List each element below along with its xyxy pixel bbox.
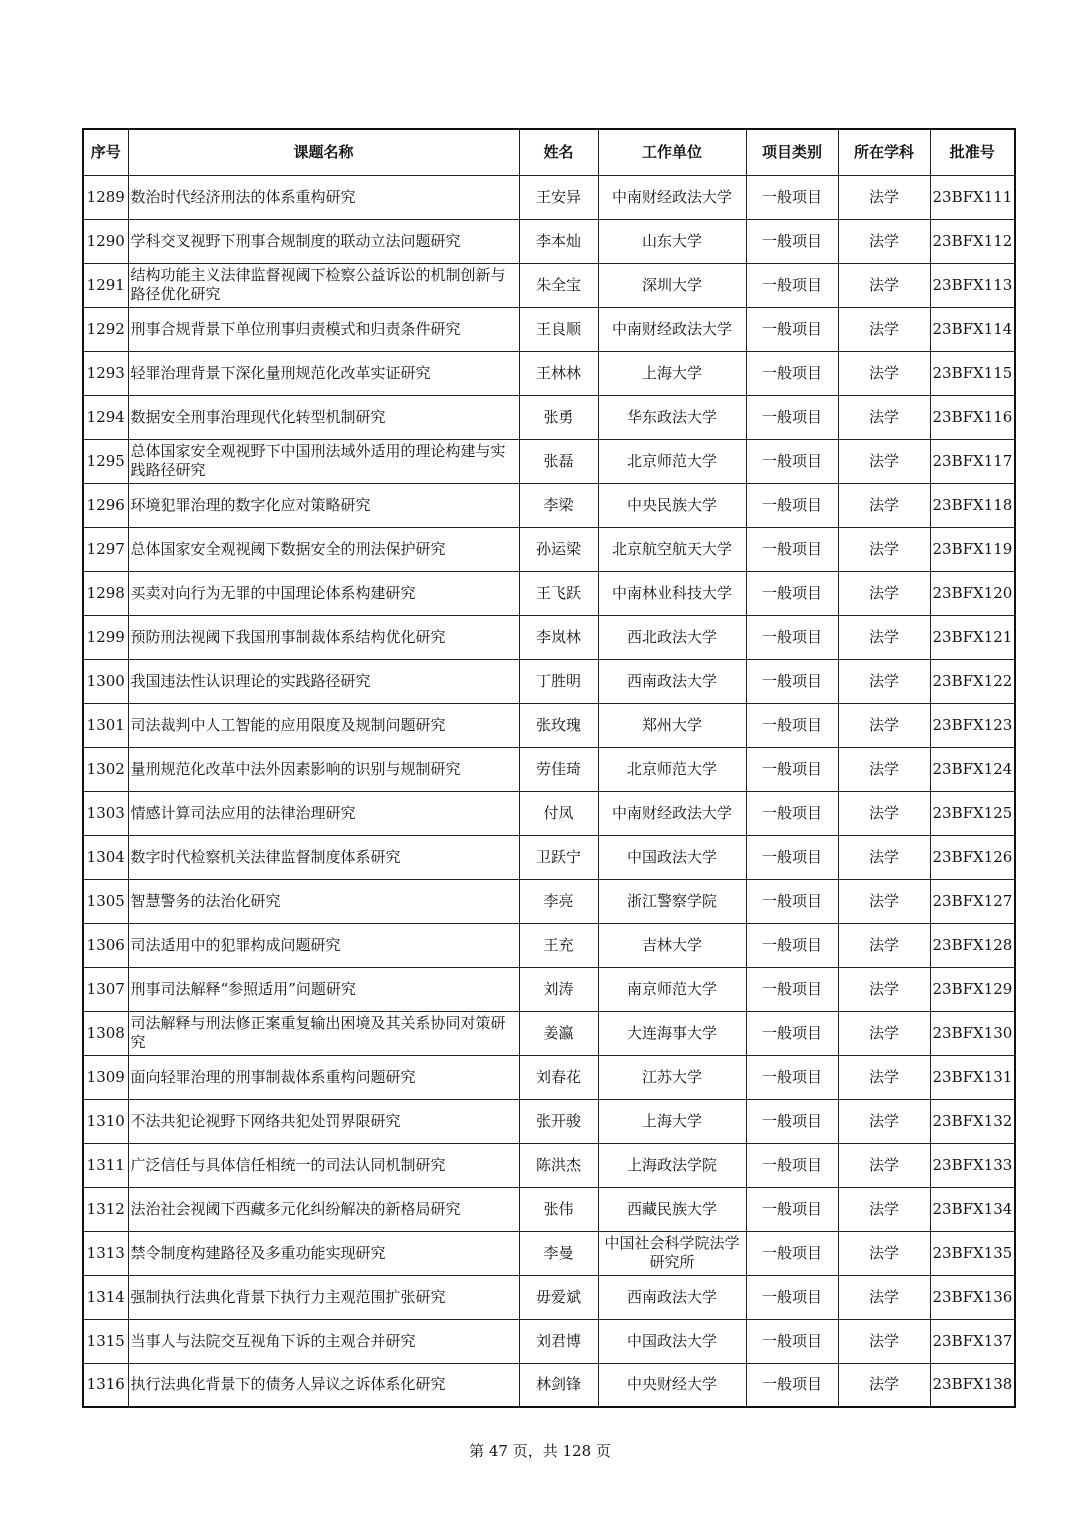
table-row: [83, 747, 1015, 791]
category-cell: 一般项目: [746, 1187, 838, 1231]
subject-cell: 法学: [838, 527, 930, 571]
category-cell: 一般项目: [746, 923, 838, 967]
serial-cell: 1290: [83, 219, 128, 263]
approval-cell: 23BFX123: [930, 703, 1015, 747]
approval-cell: 23BFX115: [930, 351, 1015, 395]
category-cell: 一般项目: [746, 263, 838, 307]
header-title: 课题名称: [128, 129, 519, 175]
name-cell: 姜瀛: [519, 1011, 598, 1055]
table-row: [83, 263, 1015, 307]
approval-cell: 23BFX130: [930, 1011, 1015, 1055]
name-cell: 丁胜明: [519, 659, 598, 703]
name-cell: 张磊: [519, 439, 598, 483]
table-row: [83, 791, 1015, 835]
header-approval: 批准号: [930, 129, 1015, 175]
name-cell: 张玫瑰: [519, 703, 598, 747]
name-cell: 卫跃宁: [519, 835, 598, 879]
header-unit: 工作单位: [598, 129, 746, 175]
table-row: [83, 351, 1015, 395]
serial-cell: 1301: [83, 703, 128, 747]
unit-cell: 郑州大学: [598, 703, 746, 747]
serial-cell: 1306: [83, 923, 128, 967]
header-category: 项目类别: [746, 129, 838, 175]
serial-cell: 1303: [83, 791, 128, 835]
category-cell: 一般项目: [746, 395, 838, 439]
category-cell: 一般项目: [746, 439, 838, 483]
title-cell: 广泛信任与具体信任相统一的司法认同机制研究: [128, 1143, 519, 1187]
subject-cell: 法学: [838, 1319, 930, 1363]
title-cell: 司法适用中的犯罪构成问题研究: [128, 923, 519, 967]
approval-cell: 23BFX120: [930, 571, 1015, 615]
title-cell: 不法共犯论视野下网络共犯处罚界限研究: [128, 1099, 519, 1143]
approval-cell: 23BFX113: [930, 263, 1015, 307]
category-cell: 一般项目: [746, 967, 838, 1011]
table-row: [83, 835, 1015, 879]
category-cell: 一般项目: [746, 571, 838, 615]
table-row: [83, 527, 1015, 571]
title-cell: 环境犯罪治理的数字化应对策略研究: [128, 483, 519, 527]
serial-cell: 1293: [83, 351, 128, 395]
subject-cell: 法学: [838, 879, 930, 923]
serial-cell: 1307: [83, 967, 128, 1011]
serial-cell: 1315: [83, 1319, 128, 1363]
category-cell: 一般项目: [746, 1275, 838, 1319]
project-table: [82, 128, 1016, 1408]
approval-cell: 23BFX128: [930, 923, 1015, 967]
category-cell: 一般项目: [746, 483, 838, 527]
name-cell: 刘君博: [519, 1319, 598, 1363]
serial-cell: 1291: [83, 263, 128, 307]
name-cell: 李本灿: [519, 219, 598, 263]
name-cell: 毋爱斌: [519, 1275, 598, 1319]
subject-cell: 法学: [838, 439, 930, 483]
title-cell: 我国违法性认识理论的实践路径研究: [128, 659, 519, 703]
category-cell: 一般项目: [746, 219, 838, 263]
approval-cell: 23BFX133: [930, 1143, 1015, 1187]
subject-cell: 法学: [838, 1099, 930, 1143]
table-row: [83, 395, 1015, 439]
approval-cell: 23BFX136: [930, 1275, 1015, 1319]
name-cell: 陈洪杰: [519, 1143, 598, 1187]
subject-cell: 法学: [838, 747, 930, 791]
approval-cell: 23BFX137: [930, 1319, 1015, 1363]
subject-cell: 法学: [838, 1143, 930, 1187]
table-body: [83, 175, 1015, 1407]
approval-cell: 23BFX111: [930, 175, 1015, 219]
approval-cell: 23BFX124: [930, 747, 1015, 791]
category-cell: 一般项目: [746, 1363, 838, 1407]
unit-cell: 中南财经政法大学: [598, 307, 746, 351]
name-cell: 张伟: [519, 1187, 598, 1231]
name-cell: 王良顺: [519, 307, 598, 351]
title-cell: 量刑规范化改革中法外因素影响的识别与规制研究: [128, 747, 519, 791]
title-cell: 情感计算司法应用的法律治理研究: [128, 791, 519, 835]
name-cell: 王充: [519, 923, 598, 967]
category-cell: 一般项目: [746, 835, 838, 879]
serial-cell: 1296: [83, 483, 128, 527]
title-cell: 刑事合规背景下单位刑事归责模式和归责条件研究: [128, 307, 519, 351]
category-cell: 一般项目: [746, 1143, 838, 1187]
unit-cell: 山东大学: [598, 219, 746, 263]
table-row: [83, 571, 1015, 615]
approval-cell: 23BFX125: [930, 791, 1015, 835]
table-row: [83, 1363, 1015, 1407]
serial-cell: 1305: [83, 879, 128, 923]
unit-cell: 西北政法大学: [598, 615, 746, 659]
serial-cell: 1313: [83, 1231, 128, 1275]
subject-cell: 法学: [838, 1363, 930, 1407]
unit-cell: 中国政法大学: [598, 1319, 746, 1363]
category-cell: 一般项目: [746, 747, 838, 791]
table-row: [83, 439, 1015, 483]
table-row: [83, 1143, 1015, 1187]
serial-cell: 1308: [83, 1011, 128, 1055]
subject-cell: 法学: [838, 1187, 930, 1231]
serial-cell: 1297: [83, 527, 128, 571]
approval-cell: 23BFX132: [930, 1099, 1015, 1143]
name-cell: 付凤: [519, 791, 598, 835]
title-cell: 面向轻罪治理的刑事制裁体系重构问题研究: [128, 1055, 519, 1099]
unit-cell: 中国社会科学院法学研究所: [598, 1231, 746, 1275]
name-cell: 朱全宝: [519, 263, 598, 307]
name-cell: 劳佳琦: [519, 747, 598, 791]
table-row: [83, 879, 1015, 923]
header-serial: 序号: [83, 129, 128, 175]
unit-cell: 上海政法学院: [598, 1143, 746, 1187]
unit-cell: 中南林业科技大学: [598, 571, 746, 615]
title-cell: 数字时代检察机关法律监督制度体系研究: [128, 835, 519, 879]
title-cell: 数据安全刑事治理现代化转型机制研究: [128, 395, 519, 439]
title-cell: 法治社会视阈下西藏多元化纠纷解决的新格局研究: [128, 1187, 519, 1231]
title-cell: 买卖对向行为无罪的中国理论体系构建研究: [128, 571, 519, 615]
subject-cell: 法学: [838, 263, 930, 307]
approval-cell: 23BFX135: [930, 1231, 1015, 1275]
unit-cell: 北京师范大学: [598, 747, 746, 791]
category-cell: 一般项目: [746, 1099, 838, 1143]
title-cell: 数治时代经济刑法的体系重构研究: [128, 175, 519, 219]
title-cell: 执行法典化背景下的债务人异议之诉体系化研究: [128, 1363, 519, 1407]
category-cell: 一般项目: [746, 1011, 838, 1055]
table-row: [83, 1055, 1015, 1099]
unit-cell: 西藏民族大学: [598, 1187, 746, 1231]
title-cell: 当事人与法院交互视角下诉的主观合并研究: [128, 1319, 519, 1363]
title-cell: 轻罪治理背景下深化量刑规范化改革实证研究: [128, 351, 519, 395]
approval-cell: 23BFX138: [930, 1363, 1015, 1407]
unit-cell: 江苏大学: [598, 1055, 746, 1099]
title-cell: 禁令制度构建路径及多重功能实现研究: [128, 1231, 519, 1275]
table-header-row: [83, 129, 1015, 175]
serial-cell: 1312: [83, 1187, 128, 1231]
title-cell: 预防刑法视阈下我国刑事制裁体系结构优化研究: [128, 615, 519, 659]
name-cell: 刘春花: [519, 1055, 598, 1099]
category-cell: 一般项目: [746, 703, 838, 747]
subject-cell: 法学: [838, 219, 930, 263]
name-cell: 李曼: [519, 1231, 598, 1275]
subject-cell: 法学: [838, 835, 930, 879]
approval-cell: 23BFX129: [930, 967, 1015, 1011]
serial-cell: 1309: [83, 1055, 128, 1099]
name-cell: 李亮: [519, 879, 598, 923]
table-row: [83, 219, 1015, 263]
table-row: [83, 175, 1015, 219]
subject-cell: 法学: [838, 1275, 930, 1319]
serial-cell: 1298: [83, 571, 128, 615]
subject-cell: 法学: [838, 1231, 930, 1275]
name-cell: 张开骏: [519, 1099, 598, 1143]
unit-cell: 上海大学: [598, 1099, 746, 1143]
unit-cell: 中央财经大学: [598, 1363, 746, 1407]
unit-cell: 大连海事大学: [598, 1011, 746, 1055]
page-number: 第 47 页，共 128 页: [469, 1442, 611, 1460]
table-row: [83, 615, 1015, 659]
serial-cell: 1310: [83, 1099, 128, 1143]
name-cell: 王飞跃: [519, 571, 598, 615]
approval-cell: 23BFX126: [930, 835, 1015, 879]
approval-cell: 23BFX127: [930, 879, 1015, 923]
subject-cell: 法学: [838, 1055, 930, 1099]
approval-cell: 23BFX118: [930, 483, 1015, 527]
category-cell: 一般项目: [746, 175, 838, 219]
unit-cell: 华东政法大学: [598, 395, 746, 439]
serial-cell: 1294: [83, 395, 128, 439]
table-row: [83, 923, 1015, 967]
subject-cell: 法学: [838, 967, 930, 1011]
unit-cell: 西南政法大学: [598, 659, 746, 703]
name-cell: 刘涛: [519, 967, 598, 1011]
category-cell: 一般项目: [746, 791, 838, 835]
table-row: [83, 1231, 1015, 1275]
title-cell: 刑事司法解释“参照适用”问题研究: [128, 967, 519, 1011]
unit-cell: 吉林大学: [598, 923, 746, 967]
subject-cell: 法学: [838, 703, 930, 747]
category-cell: 一般项目: [746, 1319, 838, 1363]
approval-cell: 23BFX112: [930, 219, 1015, 263]
name-cell: 林剑锋: [519, 1363, 598, 1407]
approval-cell: 23BFX117: [930, 439, 1015, 483]
subject-cell: 法学: [838, 923, 930, 967]
unit-cell: 西南政法大学: [598, 1275, 746, 1319]
title-cell: 强制执行法典化背景下执行力主观范围扩张研究: [128, 1275, 519, 1319]
subject-cell: 法学: [838, 351, 930, 395]
unit-cell: 上海大学: [598, 351, 746, 395]
unit-cell: 中央民族大学: [598, 483, 746, 527]
category-cell: 一般项目: [746, 1231, 838, 1275]
subject-cell: 法学: [838, 615, 930, 659]
table-row: [83, 703, 1015, 747]
serial-cell: 1314: [83, 1275, 128, 1319]
approval-cell: 23BFX119: [930, 527, 1015, 571]
table-row: [83, 1011, 1015, 1055]
name-cell: 王林林: [519, 351, 598, 395]
subject-cell: 法学: [838, 483, 930, 527]
serial-cell: 1302: [83, 747, 128, 791]
serial-cell: 1289: [83, 175, 128, 219]
title-cell: 司法解释与刑法修正案重复输出困境及其关系协同对策研究: [128, 1011, 519, 1055]
category-cell: 一般项目: [746, 879, 838, 923]
category-cell: 一般项目: [746, 615, 838, 659]
table-row: [83, 483, 1015, 527]
category-cell: 一般项目: [746, 351, 838, 395]
subject-cell: 法学: [838, 791, 930, 835]
name-cell: 王安异: [519, 175, 598, 219]
subject-cell: 法学: [838, 175, 930, 219]
name-cell: 张勇: [519, 395, 598, 439]
unit-cell: 南京师范大学: [598, 967, 746, 1011]
category-cell: 一般项目: [746, 1055, 838, 1099]
serial-cell: 1292: [83, 307, 128, 351]
header-subject: 所在学科: [838, 129, 930, 175]
serial-cell: 1295: [83, 439, 128, 483]
approval-cell: 23BFX114: [930, 307, 1015, 351]
approval-cell: 23BFX121: [930, 615, 1015, 659]
serial-cell: 1304: [83, 835, 128, 879]
unit-cell: 中南财经政法大学: [598, 791, 746, 835]
title-cell: 结构功能主义法律监督视阈下检察公益诉讼的机制创新与路径优化研究: [128, 263, 519, 307]
unit-cell: 中南财经政法大学: [598, 175, 746, 219]
approval-cell: 23BFX116: [930, 395, 1015, 439]
table-row: [83, 967, 1015, 1011]
title-cell: 学科交叉视野下刑事合规制度的联动立法问题研究: [128, 219, 519, 263]
serial-cell: 1299: [83, 615, 128, 659]
subject-cell: 法学: [838, 1011, 930, 1055]
subject-cell: 法学: [838, 395, 930, 439]
subject-cell: 法学: [838, 307, 930, 351]
subject-cell: 法学: [838, 659, 930, 703]
category-cell: 一般项目: [746, 527, 838, 571]
name-cell: 李岚林: [519, 615, 598, 659]
serial-cell: 1311: [83, 1143, 128, 1187]
approval-cell: 23BFX131: [930, 1055, 1015, 1099]
unit-cell: 浙江警察学院: [598, 879, 746, 923]
unit-cell: 北京航空航天大学: [598, 527, 746, 571]
table-row: [83, 1099, 1015, 1143]
table-row: [83, 1319, 1015, 1363]
name-cell: 孙运梁: [519, 527, 598, 571]
title-cell: 总体国家安全观视野下中国刑法域外适用的理论构建与实践路径研究: [128, 439, 519, 483]
unit-cell: 深圳大学: [598, 263, 746, 307]
approval-cell: 23BFX122: [930, 659, 1015, 703]
serial-cell: 1300: [83, 659, 128, 703]
unit-cell: 北京师范大学: [598, 439, 746, 483]
table-row: [83, 307, 1015, 351]
category-cell: 一般项目: [746, 659, 838, 703]
category-cell: 一般项目: [746, 307, 838, 351]
serial-cell: 1316: [83, 1363, 128, 1407]
table-row: [83, 659, 1015, 703]
name-cell: 李梁: [519, 483, 598, 527]
table-row: [83, 1187, 1015, 1231]
title-cell: 司法裁判中人工智能的应用限度及规制问题研究: [128, 703, 519, 747]
table-row: [83, 1275, 1015, 1319]
title-cell: 总体国家安全观视阈下数据安全的刑法保护研究: [128, 527, 519, 571]
title-cell: 智慧警务的法治化研究: [128, 879, 519, 923]
unit-cell: 中国政法大学: [598, 835, 746, 879]
approval-cell: 23BFX134: [930, 1187, 1015, 1231]
header-name: 姓名: [519, 129, 598, 175]
subject-cell: 法学: [838, 571, 930, 615]
